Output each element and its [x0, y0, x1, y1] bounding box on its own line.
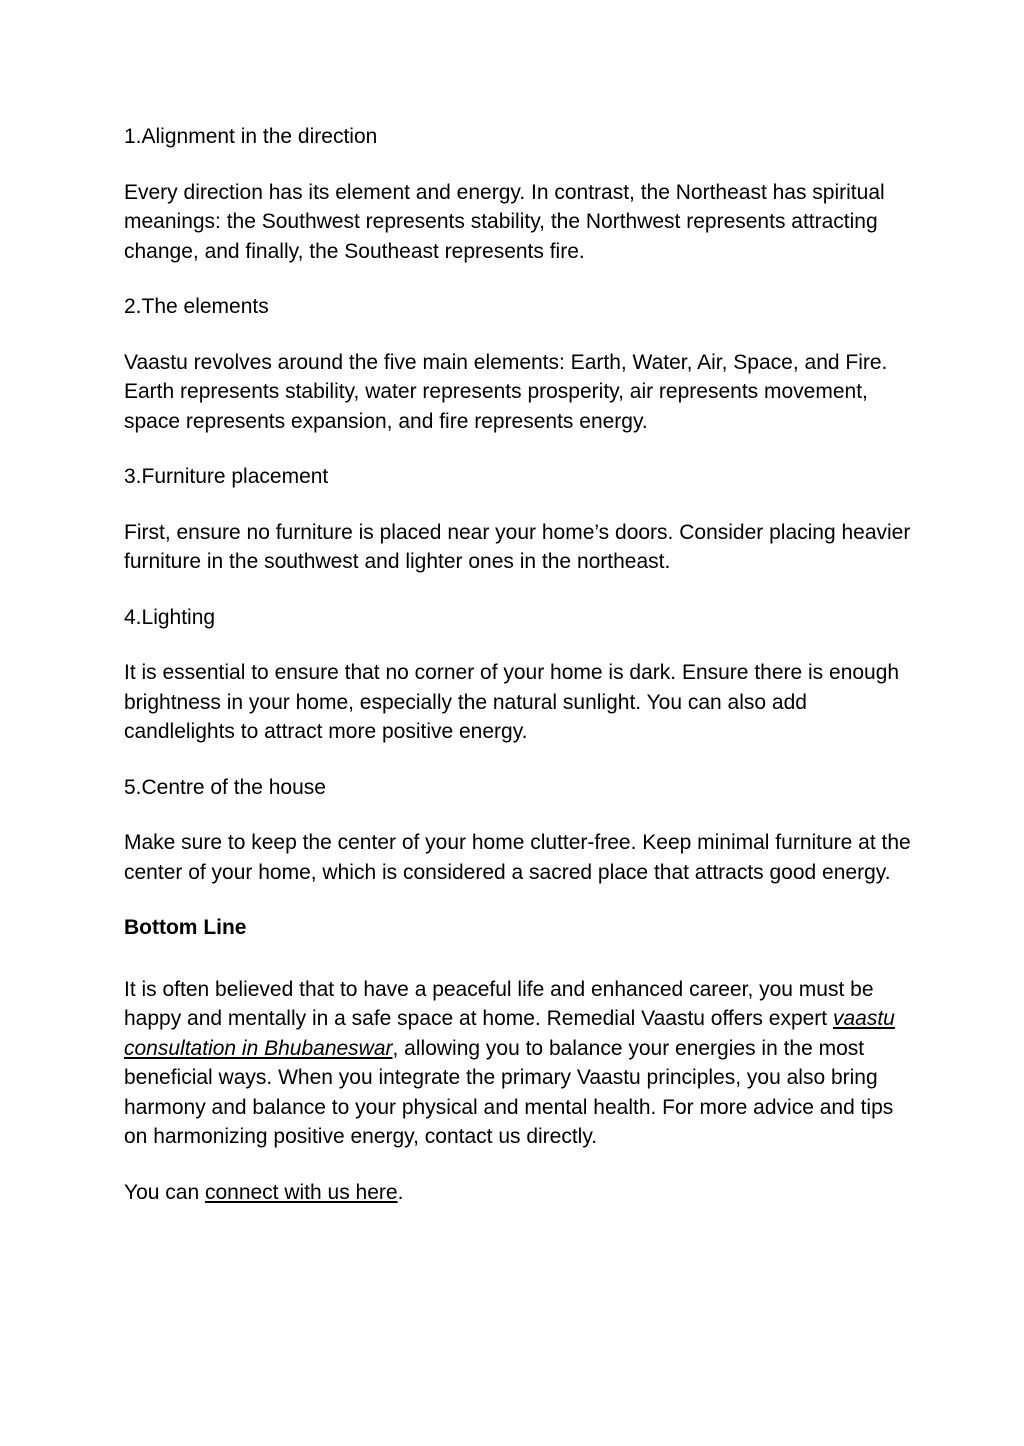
section-3-heading: 3.Furniture placement [124, 465, 329, 488]
section-1-heading: 1.Alignment in the direction [124, 125, 378, 148]
connect-link[interactable]: connect with us here [204, 1180, 398, 1204]
section-3-body: First, ensure no furniture is placed near your home’s doors. Consider placing heavier furniture in the southwest and lighter ones in the northeast. [124, 520, 911, 573]
bottom-line-text-before: It is often believed that to have a peaceful life and enhanced career, you must be happy and mentally in a safe space at home. Remedial Vaastu offers expert [124, 977, 874, 1030]
vaastu-consultation-link[interactable]: vaastu consultation in Bhubaneswar [124, 1007, 895, 1060]
closing-paragraph [124, 1178, 914, 1208]
section-2-heading: 2.The elements [124, 295, 269, 318]
section-4-heading: 4.Lighting [124, 605, 216, 629]
section-5-heading: 5.Centre of the house [124, 775, 326, 799]
section-1-body: Every direction has its element and energy. In contrast, the Northeast has spiritual meanings: the Southwest represents stability, the Northwest represents attracting change, and finally, the Southeast represents fire. [124, 180, 885, 263]
closing-text-before: You can [124, 1180, 205, 1204]
section-5-body: Make sure to keep the center of your home clutter-free. Keep minimal furniture at the center of your home, which is considered a sacred place that attracts good energy. [124, 831, 911, 884]
bottom-line-text-after: , allowing you to balance your energies in the most beneficial ways. When you integrate the primary Vaastu principles, you also bring harmony and balance to your physical and mental health. For more advice and tips on harmonizing positive energy, contact us directly. [124, 1036, 894, 1148]
section-2-body: Vaastu revolves around the five main elements: Earth, Water, Air, Space, and Fire. Earth represents stability, water represents prosperity, air represents movement, space represents expansion, and fire represents energy. [124, 350, 888, 433]
bottom-line-paragraph [124, 975, 914, 1152]
document-page [124, 122, 914, 1233]
closing-text-after: . [397, 1180, 404, 1204]
bottom-line-heading: Bottom Line [124, 916, 247, 939]
section-4-body: It is essential to ensure that no corner of your home is dark. Ensure there is enough brightness in your home, especially the natural sunlight. You can also add candlelights to attract more positive energy. [124, 661, 900, 743]
